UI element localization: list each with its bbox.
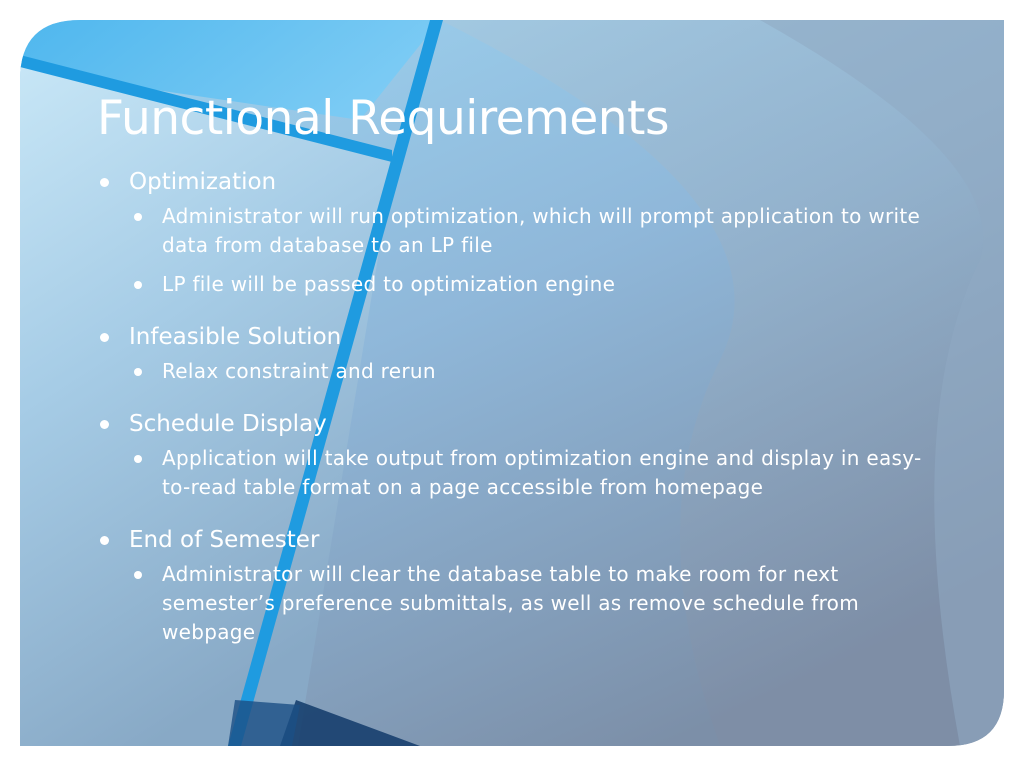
sub-item — [129, 444, 940, 502]
section-optimization — [100, 166, 940, 299]
section-heading: Schedule Display — [129, 411, 327, 437]
sub-item — [129, 560, 940, 647]
sub-list — [129, 202, 940, 299]
sub-item-text: Relax constraint and rerun — [162, 359, 436, 383]
slide-content — [100, 166, 940, 647]
bullet-icon — [134, 571, 142, 579]
sub-item-text: Administrator will run optimization, which will prompt application to write data from database to an LP file — [162, 204, 921, 257]
bullet-icon — [100, 178, 109, 187]
sub-list — [129, 560, 940, 647]
sub-list — [129, 444, 940, 502]
bullet-icon — [100, 536, 109, 545]
section-infeasible-solution — [100, 321, 940, 386]
sub-item — [129, 270, 940, 299]
sub-item — [129, 357, 940, 386]
bullet-icon — [100, 420, 109, 429]
bullet-icon — [100, 333, 109, 342]
section-heading: End of Semester — [129, 527, 320, 553]
sub-item-text: LP file will be passed to optimization engine — [162, 272, 616, 296]
section-end-of-semester — [100, 524, 940, 647]
sub-item — [129, 202, 940, 260]
bullet-icon — [134, 368, 142, 376]
sub-item-text: Administrator will clear the database table to make room for next semester’s preference submittals, as well as remove schedule from webpage — [162, 562, 859, 644]
section-heading: Optimization — [129, 169, 277, 195]
sub-item-text: Application will take output from optimization engine and display in easy-to-read table format on a page accessible from homepage — [162, 446, 922, 499]
bullet-icon — [134, 281, 142, 289]
sub-list — [129, 357, 940, 386]
slide-title: Functional Requirements — [97, 91, 669, 146]
section-schedule-display — [100, 408, 940, 502]
section-heading: Infeasible Solution — [129, 324, 342, 350]
bullet-icon — [134, 455, 142, 463]
bullet-icon — [134, 213, 142, 221]
